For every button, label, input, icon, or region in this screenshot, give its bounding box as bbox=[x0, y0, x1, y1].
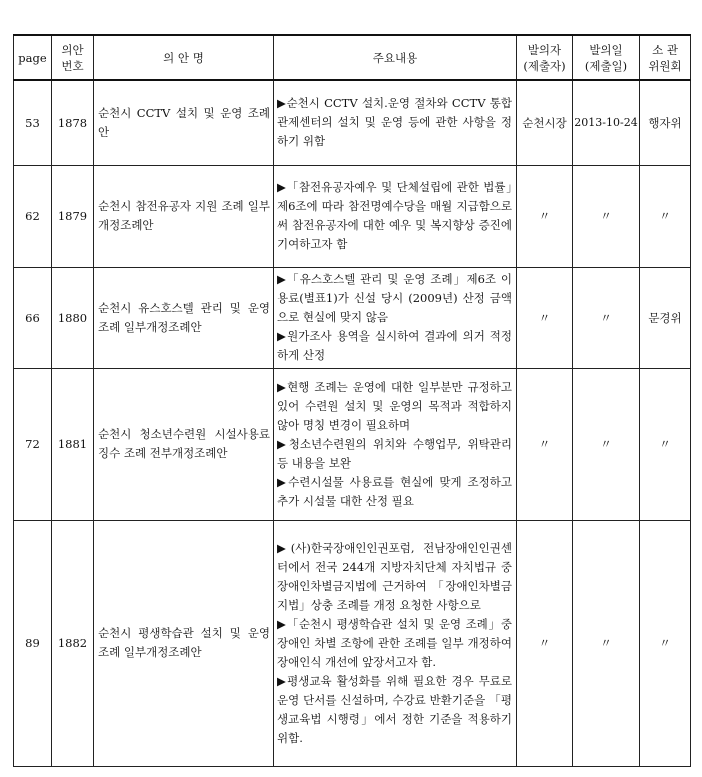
row-page: 62 bbox=[14, 165, 52, 267]
header-committee bbox=[640, 35, 691, 80]
header-committee-line1: 소 관 bbox=[652, 42, 678, 57]
row-committee: 행자위 bbox=[640, 80, 691, 165]
row-date: 〃 bbox=[573, 165, 640, 267]
row-page: 89 bbox=[14, 520, 52, 766]
content-point: ▶「순천시 평생학습관 설치 및 운영 조례」중 장애인 차별 조항에 관한 조례를 일부 개정하여 장애인식 개선에 앞장서고자 함. bbox=[277, 616, 512, 669]
content-point: ▶「유스호스텔 관리 및 운영 조례」제6조 이용료(별표1)가 신설 당시 (2009년) 산정 금액으로 현실에 맞지 않음 bbox=[277, 272, 512, 324]
header-date bbox=[573, 35, 640, 80]
row-contents bbox=[274, 165, 517, 267]
content-point: ▶청소년수련원의 위치와 수행업무, 위탁관리 등 내용을 보완 bbox=[277, 436, 512, 470]
row-contents bbox=[274, 520, 517, 766]
row-contents bbox=[274, 267, 517, 368]
row-committee: 문경위 bbox=[640, 267, 691, 368]
row-bill-name: 순천시 평생학습관 설치 및 운영 조례 일부개정조례안 bbox=[94, 520, 274, 766]
row-date: 〃 bbox=[573, 267, 640, 368]
header-proposer-line1: 발의자 bbox=[527, 42, 562, 57]
header-page: page bbox=[14, 35, 52, 80]
header-committee-line2: 위원회 bbox=[648, 58, 682, 73]
header-row bbox=[14, 35, 691, 80]
content-point: ▶현행 조례는 운영에 대한 일부분만 규정하고 있어 수련원 설치 및 운영의 목적과 적합하지 않아 명칭 변경이 필요하며 bbox=[277, 379, 512, 432]
row-page: 53 bbox=[14, 80, 52, 165]
row-bill-no: 1878 bbox=[52, 80, 94, 165]
row-contents bbox=[274, 80, 517, 165]
row-date: 2013-10-24 bbox=[573, 80, 640, 165]
row-proposer: 〃 bbox=[517, 368, 573, 520]
row-page: 72 bbox=[14, 368, 52, 520]
content-point: ▶원가조사 용역을 실시하여 결과에 의거 적정하게 산정 bbox=[277, 329, 512, 362]
row-proposer: 순천시장 bbox=[517, 80, 573, 165]
bill-table bbox=[13, 34, 691, 767]
header-date-line2: (제출일) bbox=[584, 58, 628, 73]
row-bill-no: 1880 bbox=[52, 267, 94, 368]
row-bill-no: 1879 bbox=[52, 165, 94, 267]
table-row bbox=[14, 165, 691, 267]
table-row bbox=[14, 80, 691, 165]
content-point: ▶순천시 CCTV 설치.운영 절차와 CCTV 통합관제센터의 설치 및 운영 등에 관한 사항을 정하기 위함 bbox=[277, 96, 512, 149]
content-point: ▶「참전유공자예우 및 단체설립에 관한 법률」제6조에 따라 참전명예수당을 매월 지급함으로써 참전유공자에 대한 예우 및 복지향상 증진에 기여하고자 함 bbox=[277, 180, 512, 251]
row-page: 66 bbox=[14, 267, 52, 368]
header-bill-name: 의 안 명 bbox=[94, 35, 274, 80]
row-bill-no: 1881 bbox=[52, 368, 94, 520]
header-contents: 주요내용 bbox=[274, 35, 517, 80]
row-proposer: 〃 bbox=[517, 267, 573, 368]
row-committee: 〃 bbox=[640, 165, 691, 267]
table-row bbox=[14, 267, 691, 368]
header-date-line1: 발의일 bbox=[589, 42, 623, 57]
row-bill-name: 순천시 청소년수련원 시설사용료 징수 조례 전부개정조례안 bbox=[94, 368, 274, 520]
header-proposer-line2: (제출자) bbox=[523, 58, 566, 73]
row-date: 〃 bbox=[573, 368, 640, 520]
content-point: ▶수련시설물 사용료를 현실에 맞게 조정하고 추가 시설물 대한 산정 필요 bbox=[277, 474, 512, 508]
row-proposer: 〃 bbox=[517, 520, 573, 766]
header-bill-no bbox=[52, 35, 94, 80]
row-committee: 〃 bbox=[640, 368, 691, 520]
content-point: ▶평생교육 활성화를 위해 필요한 경우 무료로 운영 단서를 신설하며, 수강료 반환기준을 「평생교육법 시행령」에서 정한 기준을 적용하기 위함. bbox=[277, 673, 512, 745]
header-proposer bbox=[517, 35, 573, 80]
table-row bbox=[14, 520, 691, 766]
row-bill-no: 1882 bbox=[52, 520, 94, 766]
row-bill-name: 순천시 참전유공자 지원 조례 일부개정조례안 bbox=[94, 165, 274, 267]
row-bill-name: 순천시 유스호스텔 관리 및 운영 조례 일부개정조례안 bbox=[94, 267, 274, 368]
row-committee: 〃 bbox=[640, 520, 691, 766]
header-bill-no-line2: 번호 bbox=[61, 58, 84, 73]
row-bill-name: 순천시 CCTV 설치 및 운영 조례안 bbox=[94, 80, 274, 165]
row-date: 〃 bbox=[573, 520, 640, 766]
row-contents bbox=[274, 368, 517, 520]
content-point: ▶(사)한국장애인인권포럼, 전남장애인인권센터에서 전국 244개 지방자치단체 자치법규 중 장애인차별금지법에 근거하여 「장애인차별금지법」상충 조례를 개정 요청한 사항으로 bbox=[277, 540, 512, 612]
table-row bbox=[14, 368, 691, 520]
row-proposer: 〃 bbox=[517, 165, 573, 267]
header-bill-no-line1: 의안 bbox=[61, 42, 84, 57]
